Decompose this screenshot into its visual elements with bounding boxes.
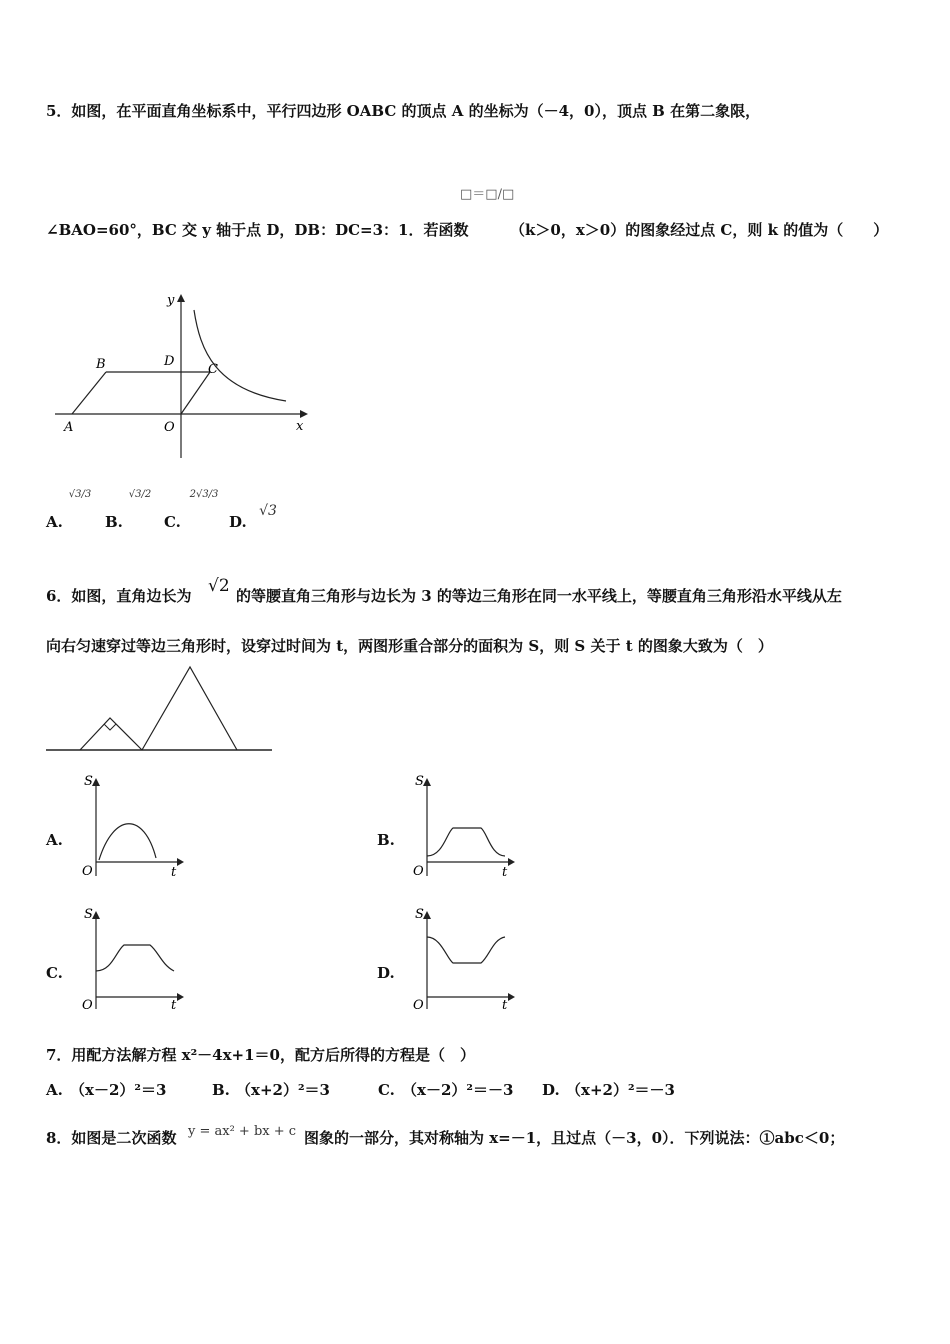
q7-option-d-text: （x+2）²＝－3 [566, 1081, 675, 1099]
q6-option-b-letter: B. [377, 831, 395, 849]
q6-graph-b-curve [427, 828, 505, 856]
q5-option-b-letter: B. [105, 513, 123, 531]
q5-line2b: （k＞0，x＞0）的图象经过点 C，则 k 的值为（ ） [510, 221, 889, 239]
q6-option-a-letter: A. [46, 831, 63, 849]
q5-label-o: O [164, 420, 175, 435]
q5-x-arrow [300, 410, 308, 418]
q7-option-a-letter: A. [46, 1081, 63, 1099]
q6-graph-a [74, 772, 184, 880]
q5-label-a: A [64, 420, 74, 435]
q6-graph-a-o: O [82, 864, 93, 879]
q6-right-angle-mark [104, 724, 116, 730]
q7-option-b-text: （x+2）²＝3 [236, 1081, 330, 1099]
q6-graph-d-s: S [415, 907, 424, 922]
q6-equilateral-triangle [142, 667, 237, 750]
q6-line1a: 6．如图，直角边长为 [46, 587, 192, 605]
q6-graph-d-curve [427, 937, 505, 963]
q7-option-c-text: （x－2）²＝－3 [402, 1081, 514, 1099]
q6-graph-c-o: O [82, 998, 93, 1013]
q6-graph-c-curve [96, 945, 174, 971]
q6-graph-a-curve [99, 824, 156, 860]
q7-option-a-text: （x－2）²＝3 [70, 1081, 167, 1099]
q5-label-y: y [167, 293, 175, 308]
q6-graph-c [74, 905, 184, 1013]
q6-graph-b-t: t [502, 865, 508, 880]
q6-graph-c-s: S [84, 907, 93, 922]
q5-option-c-value: 2√3/3 [189, 489, 219, 500]
q8-stem-a: 8．如图是二次函数 [46, 1129, 177, 1147]
q6-graph-d-t: t [502, 998, 508, 1013]
q6-graph-b [405, 772, 515, 880]
q6-graph-b-s: S [415, 774, 424, 789]
q5-option-b-value: √3/2 [128, 489, 152, 500]
q5-formula: □＝□/□ [460, 187, 515, 202]
q5-option-a-letter: A. [46, 513, 63, 531]
q5-label-b: B [96, 357, 106, 372]
q5-line2a: ∠BAO=60°，BC 交 y 轴于点 D，DB：DC=3：1．若函数 [46, 221, 469, 239]
q6-graph-a-t: t [171, 865, 177, 880]
q5-label-x: x [296, 419, 304, 434]
q6-graph-b-o: O [413, 864, 424, 879]
q8-formula: y = ax² + bx + c [188, 1124, 297, 1139]
q6-option-d-letter: D. [377, 964, 395, 982]
q5-side-co [181, 372, 210, 414]
q5-side-ab [72, 372, 106, 414]
q8-stem-b: 图象的一部分，其对称轴为 x=－1，且过点（－3，0）．下列说法：①abc＜0； [304, 1129, 845, 1147]
q6-graph-c-t: t [171, 998, 177, 1013]
q7-option-d-letter: D. [542, 1081, 560, 1099]
q6-option-c-letter: C. [46, 964, 63, 982]
q5-label-d: D [164, 354, 175, 369]
q5-line1: 5．如图，在平面直角坐标系中，平行四边形 OABC 的顶点 A 的坐标为（－4，0），顶点 B 在第二象限， [46, 102, 761, 120]
q6-line1b: 的等腰直角三角形与边长为 3 的等边三角形在同一水平线上，等腰直角三角形沿水平线从左 [236, 587, 842, 605]
q6-right-isosceles-triangle [80, 718, 142, 750]
q7-option-b-letter: B. [212, 1081, 230, 1099]
q6-sqrt2: √2 [208, 576, 230, 596]
q5-option-d-value: √3 [259, 503, 277, 519]
q5-figure [50, 290, 320, 465]
q5-y-arrow [177, 294, 185, 302]
q5-option-c-letter: C. [164, 513, 181, 531]
q5-hyperbola-curve [194, 310, 286, 401]
q7-option-c-letter: C. [378, 1081, 395, 1099]
q5-label-c: C [208, 362, 218, 377]
q6-graph-d-o: O [413, 998, 424, 1013]
q5-option-d-letter: D. [229, 513, 247, 531]
q6-graph-d [405, 905, 515, 1013]
q6-line2: 向右匀速穿过等边三角形时，设穿过时间为 t，两图形重合部分的面积为 S，则 S 关于 t 的图象大致为（ ） [46, 637, 773, 655]
q6-graph-a-s: S [84, 774, 93, 789]
q6-figure [44, 665, 274, 755]
q7-stem: 7．用配方法解方程 x²－4x+1＝0，配方后所得的方程是（ ） [46, 1046, 475, 1064]
q5-option-a-value: √3/3 [68, 489, 92, 500]
